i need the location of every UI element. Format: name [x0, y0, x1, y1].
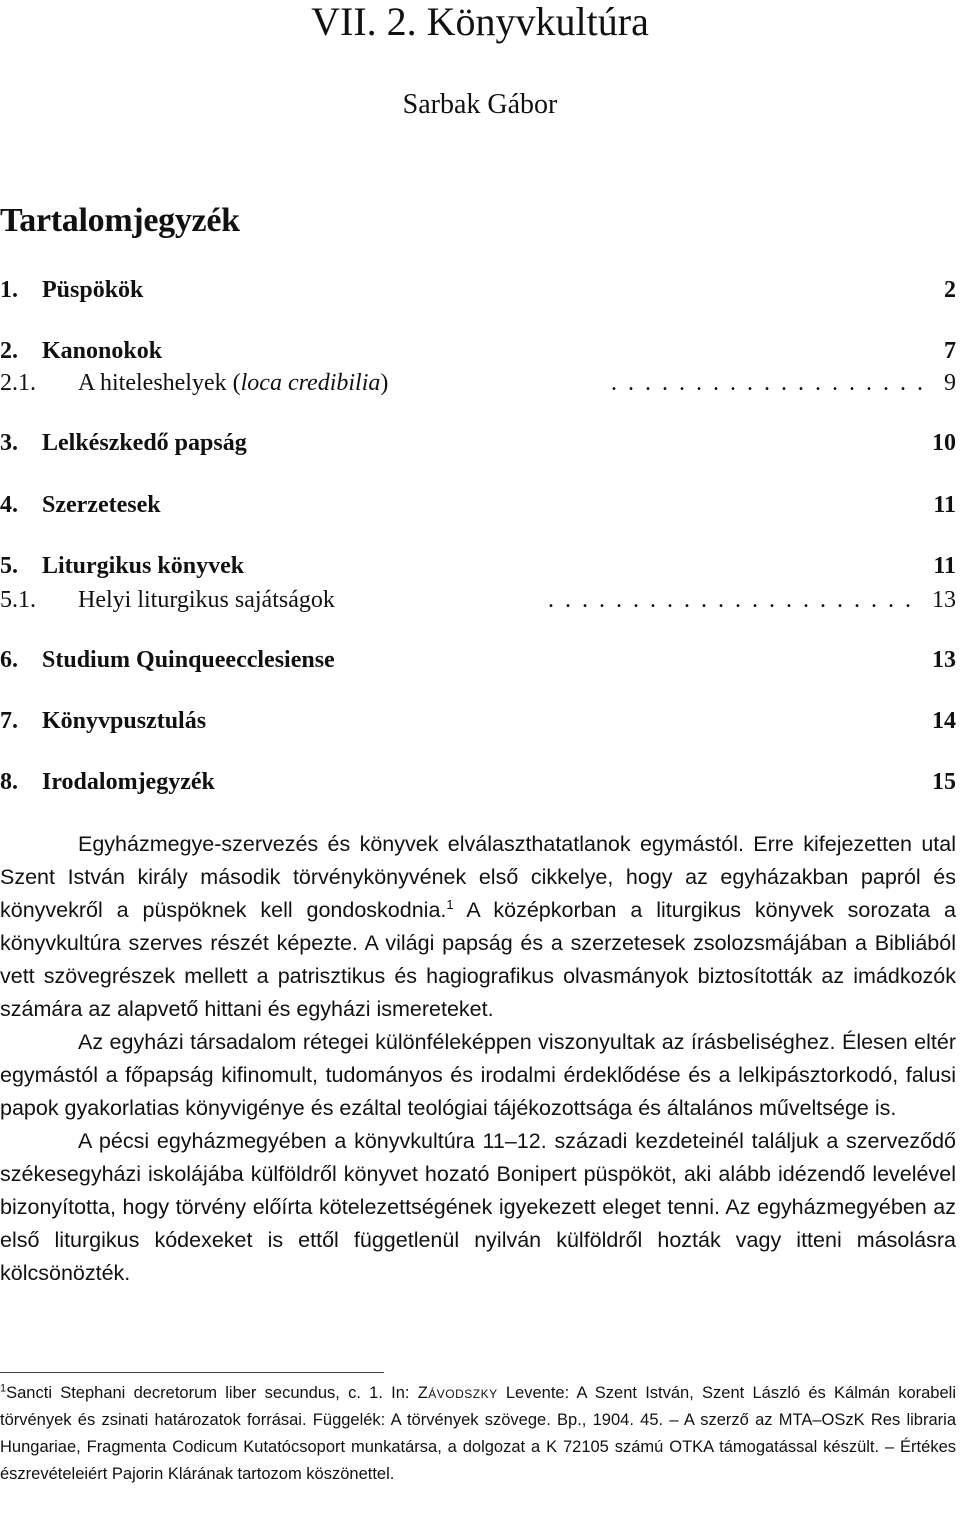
toc-entry-number: 5.1.	[0, 587, 36, 613]
toc-entry-page: 15	[932, 769, 956, 795]
toc-entry[interactable]	[0, 427, 956, 459]
toc-entry-label: Könyvpusztulás	[42, 708, 207, 734]
toc-entry-page: 13	[932, 647, 956, 673]
toc-entry-number: 4.	[0, 492, 18, 518]
toc-entry-number: 2.1.	[0, 370, 36, 396]
toc-entry-label: Studium Quinqueecclesiense	[42, 647, 335, 673]
toc-subentry[interactable]	[0, 584, 956, 616]
toc-entry[interactable]	[0, 766, 956, 798]
toc-entry-number: 5.	[0, 553, 18, 579]
paragraph: Az egyházi társadalom rétegei különféleképpen viszonyultak az írásbeliséghez. Élesen eltér egymástól a főpapság kifinomult, tudományos és irodalmi érdeklődése és a lelkipásztorkodó, falusi papok gyakorlatias könyvigénye és ezáltal teológiai tájékozottsága és általános műveltsége is.	[0, 1030, 956, 1120]
toc-entry-page: 9	[944, 370, 956, 396]
toc-heading: Tartalomjegyzék	[0, 202, 240, 239]
toc-entry[interactable]	[0, 274, 956, 306]
toc-entry-page: 13	[932, 587, 956, 613]
toc-entry-page: 7	[944, 338, 956, 364]
toc-entry-number: 7.	[0, 708, 18, 734]
document-author: Sarbak Gábor	[402, 89, 558, 120]
toc-entry-number: 1.	[0, 277, 18, 303]
toc-entry-label: Kanonokok	[42, 338, 163, 364]
paragraph: Egyházmegye-szervezés és könyvek elválaszthatatlanok egymástól. Erre kifejezetten utal Szent István király második törvénykönyvének első cikkelye, hogy az egyházakban papról és könyvekről a püspöknek kell gondoskodnia.$^1$ A középkorban a liturgikus könyvek sorozata a könyvkultúra szerves részét képezte. A világi papság és a szerzetesek zsolozsmájában a Bibliából vett szövegrészek mellett a patrisztikus és hagiografikus olvasmányok biztosították az imádkozók számára az alapvető hittani és egyházi ismereteket.	[0, 832, 956, 1021]
toc-entry-label: Szerzetesek	[42, 492, 161, 518]
paragraph: A pécsi egyházmegyében a könyvkultúra 11–12. századi kezdeteinél találjuk a szerveződő székesegyházi iskolájába külföldről könyvet hozató Bonipert püspököt, aki alább idézendő levelével bizonyította, hogy törvény előírta kötelezettségének igyekezett eleget tenni. Az egyházmegyében az első liturgikus kódexeket is ettől függetlenül nyilván külföldről hozták vagy itteni másolásra kölcsönözték.	[0, 1129, 956, 1285]
document-title: VII. 2. Könyvkultúra	[311, 0, 649, 44]
toc-entry-page: 11	[933, 492, 956, 518]
toc-entry-label: Liturgikus könyvek	[42, 553, 245, 579]
toc-entry-number: 8.	[0, 769, 18, 795]
toc-entry[interactable]	[0, 644, 956, 676]
toc-entry-page: 11	[933, 553, 956, 579]
toc-subentry[interactable]	[0, 367, 956, 399]
toc-entry[interactable]	[0, 489, 956, 521]
toc-entry[interactable]	[0, 335, 956, 367]
toc-dot-leader: ...................	[611, 370, 934, 396]
toc-entry-number: 2.	[0, 338, 18, 364]
toc-entry-number: 3.	[0, 430, 18, 456]
footnote-author: Závodszky	[417, 1384, 498, 1402]
toc-entry[interactable]	[0, 550, 956, 582]
toc-entry-number: 6.	[0, 647, 18, 673]
toc-entry-label: A hiteleshelyek (loca credibilia)	[78, 370, 389, 396]
toc-entry-page: 10	[932, 430, 956, 456]
toc-entry-label-italic: loca credibilia	[240, 370, 381, 396]
toc-entry-page: 2	[944, 277, 956, 303]
toc-entry-label: Helyi liturgikus sajátságok	[78, 587, 335, 613]
footnote-divider	[0, 1372, 384, 1373]
body-text	[0, 828, 956, 1290]
footnote-reference[interactable]: 1	[446, 896, 454, 912]
toc-entry-label: Püspökök	[42, 277, 144, 303]
toc-entry-label: Irodalomjegyzék	[42, 769, 215, 795]
toc-entry[interactable]	[0, 705, 956, 737]
footnote: $^1$Sancti Stephani decretorum liber secundus, c. 1. In: Závodszky Levente: A Szent István, Szent László és Kálmán korabeli törvények és zsinati határozatok forrásai. Függelék: A törvények szövege. Bp., 1904. 45. – A szerző az MTA–OSzK Res libraria Hungariae, Fragmenta Codicum Kutatócsoport munkatársa, a dolgozat a K 72105 számú OTKA támogatással készült. – Értékes észrevételeiért Pajorin Klárának tartozom köszönettel.	[0, 1382, 956, 1483]
toc-entry-page: 14	[932, 708, 956, 734]
footnote-mark: 1	[0, 1382, 7, 1395]
toc-dot-leader: ......................	[548, 587, 922, 613]
toc-entry-label: Lelkészkedő papság	[42, 430, 247, 456]
